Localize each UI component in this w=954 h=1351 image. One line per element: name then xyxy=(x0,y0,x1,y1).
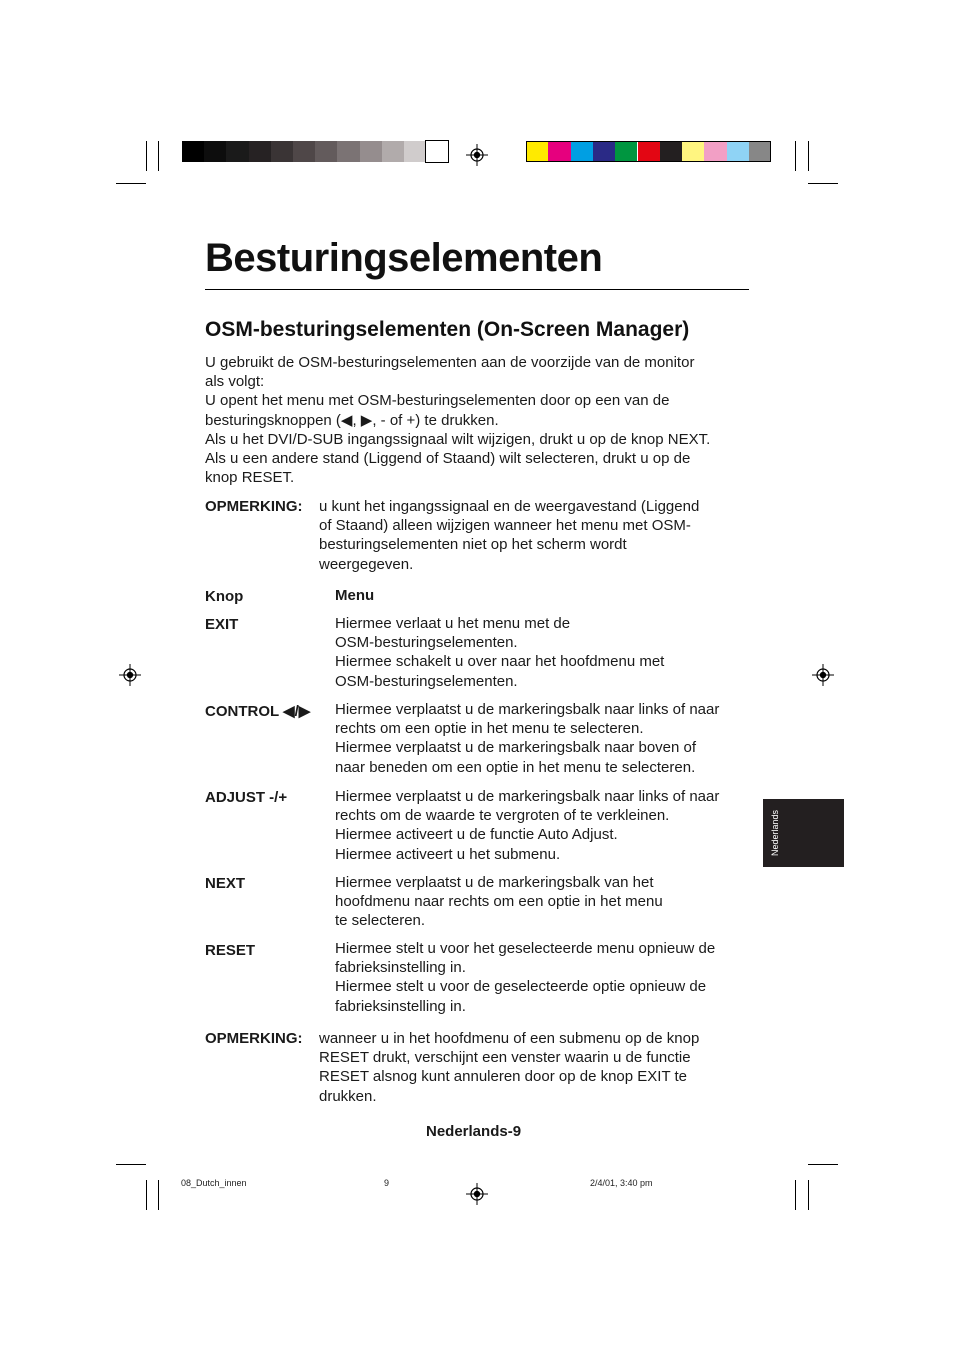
section-heading: OSM-besturingselementen (On-Screen Manager) xyxy=(205,318,690,341)
grayscale-swatch xyxy=(182,141,204,162)
table-row-description xyxy=(335,787,755,864)
grayscale-swatch xyxy=(337,141,359,162)
row-line: rechts om een optie in het menu te selecteren. xyxy=(335,720,644,738)
table-row-key: ADJUST -/+ xyxy=(205,789,288,806)
row-line: OSM-besturingselementen. xyxy=(335,634,518,652)
crop-mark xyxy=(795,141,796,171)
grayscale-swatch xyxy=(315,141,337,162)
row-line: Hiermee verlaat u het menu met de xyxy=(335,615,571,632)
grayscale-swatch xyxy=(382,141,404,162)
intro-line: Als u een andere stand (Liggend of Staand) wilt selecteren, drukt u op de xyxy=(205,450,691,468)
note-line: wanneer u in het hoofdmenu of een submenu op de knop xyxy=(319,1030,700,1047)
row-line: Hiermee stelt u voor de geselecteerde optie opnieuw de xyxy=(335,978,707,996)
crop-mark xyxy=(116,183,146,184)
registration-mark-icon xyxy=(812,664,834,686)
registration-mark-icon xyxy=(119,664,141,686)
row-line: Hiermee verplaatst u de markeringsbalk naar links of naar xyxy=(335,701,720,718)
table-header-menu: Menu xyxy=(335,587,375,604)
page-title: Besturingselementen xyxy=(205,236,603,280)
note-text xyxy=(319,1029,749,1106)
note-line: RESET alsnog kunt annuleren door op de knop EXIT te xyxy=(319,1068,688,1086)
row-line: fabrieksinstelling in. xyxy=(335,959,466,977)
grayscale-swatch xyxy=(226,141,248,162)
note-label: OPMERKING: xyxy=(205,1030,303,1047)
table-row-description xyxy=(335,939,755,1016)
grayscale-swatch xyxy=(426,141,448,162)
row-line: Hiermee activeert u het submenu. xyxy=(335,845,561,863)
table-header-knop: Knop xyxy=(205,588,244,605)
crop-mark xyxy=(146,141,147,171)
row-line: Hiermee verplaatst u de markeringsbalk van het xyxy=(335,874,654,891)
intro-paragraph xyxy=(205,353,750,487)
note-line: RESET drukt, verschijnt een venster waarin u de functie xyxy=(319,1049,691,1067)
row-line: Hiermee verplaatst u de markeringsbalk naar links of naar xyxy=(335,788,720,805)
crop-mark xyxy=(795,1180,796,1210)
row-line: rechts om de waarde te vergroten of te verkleinen. xyxy=(335,807,670,825)
note-line: u kunt het ingangssignaal en de weergavestand (Liggend xyxy=(319,498,700,515)
note-label: OPMERKING: xyxy=(205,498,303,515)
intro-line: knop RESET. xyxy=(205,469,295,487)
crop-mark xyxy=(116,1164,146,1165)
intro-line: Als u het DVI/D-SUB ingangssignaal wilt wijzigen, drukt u op de knop NEXT. xyxy=(205,430,711,448)
table-row-key: CONTROL ◀/▶ xyxy=(205,703,311,720)
crop-mark xyxy=(808,183,838,184)
grayscale-swatch xyxy=(204,141,226,162)
row-line: te selecteren. xyxy=(335,912,426,930)
row-line: Hiermee stelt u voor het geselecteerde menu opnieuw de xyxy=(335,940,716,957)
row-line: Hiermee schakelt u over naar het hoofdmenu met xyxy=(335,653,665,671)
table-row-key: RESET xyxy=(205,942,256,959)
language-tab-label: Nederlands xyxy=(770,809,780,857)
table-row-description xyxy=(335,614,755,691)
row-line: hoofdmenu naar rechts om een optie in het menu xyxy=(335,893,663,911)
table-row-key: NEXT xyxy=(205,875,246,892)
intro-line: U opent het menu met OSM-besturingselementen door op een van de xyxy=(205,392,670,410)
title-rule xyxy=(205,289,749,290)
crop-mark xyxy=(146,1180,147,1210)
note-line: of Staand) alleen wijzigen wanneer het menu met OSM- xyxy=(319,517,691,535)
table-row-key: EXIT xyxy=(205,616,239,633)
crop-mark xyxy=(808,1164,838,1165)
page-number: Nederlands-9 xyxy=(426,1123,522,1140)
crop-mark xyxy=(808,141,809,171)
grayscale-swatch xyxy=(404,141,426,162)
grayscale-swatch xyxy=(249,141,271,162)
intro-line: besturingsknoppen (◀, ▶, - of +) te drukken. xyxy=(205,411,499,429)
table-row-description xyxy=(335,700,755,777)
row-line: Hiermee verplaatst u de markeringsbalk naar boven of xyxy=(335,739,697,757)
grayscale-swatch xyxy=(360,141,382,162)
process-bar-frame xyxy=(526,141,771,162)
table-row-description xyxy=(335,873,755,931)
slug-date: 2/4/01, 3:40 pm xyxy=(590,1178,653,1188)
grayscale-swatch xyxy=(271,141,293,162)
row-line: naar beneden om een optie in het menu te selecteren. xyxy=(335,758,696,776)
slug-filename: 08_Dutch_innen xyxy=(181,1178,247,1188)
crop-mark xyxy=(158,1180,159,1210)
row-line: fabrieksinstelling in. xyxy=(335,997,466,1015)
crop-mark xyxy=(808,1180,809,1210)
note-line: besturingselementen niet op het scherm wordt xyxy=(319,536,627,554)
crop-mark xyxy=(158,141,159,171)
registration-mark-icon xyxy=(466,144,488,166)
note-line: drukken. xyxy=(319,1087,377,1105)
row-line: Hiermee activeert u de functie Auto Adjust. xyxy=(335,826,618,844)
slug-page: 9 xyxy=(384,1178,390,1188)
intro-line: U gebruikt de OSM-besturingselementen aan de voorzijde van de monitor xyxy=(205,354,695,371)
row-line: OSM-besturingselementen. xyxy=(335,672,518,690)
grayscale-swatch xyxy=(293,141,315,162)
intro-line: als volgt: xyxy=(205,373,265,391)
language-tab xyxy=(763,799,844,867)
registration-mark-icon xyxy=(466,1183,488,1205)
note-line: weergegeven. xyxy=(319,555,414,573)
note-text xyxy=(319,497,749,574)
